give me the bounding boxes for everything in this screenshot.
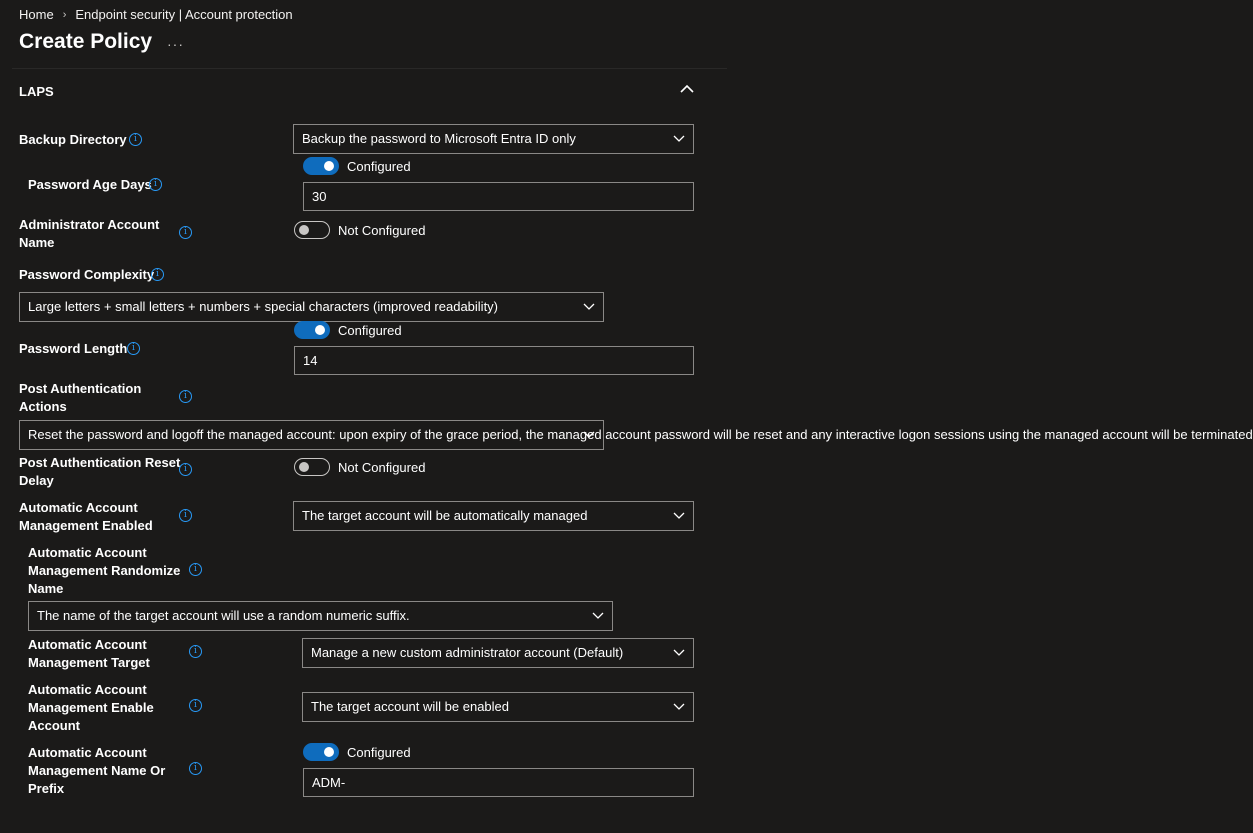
backup-directory-select[interactable] [293, 124, 694, 154]
chevron-down-icon [673, 125, 685, 153]
post-authentication-actions-value: Reset the password and logoff the managed account: upon expiry of the grace period, the managed account password will be reset and any interactive logon sessions using the managed account will be terminated [28, 427, 1253, 442]
label-line: Name [28, 581, 64, 596]
password-age-days-label: Password Age Days [28, 177, 152, 192]
info-icon[interactable]: i [151, 268, 164, 281]
info-icon[interactable]: i [179, 226, 192, 239]
password-complexity-select[interactable] [19, 292, 604, 322]
toggle-switch[interactable] [294, 221, 330, 239]
automatic-account-management-name-prefix-input[interactable]: ADM- [303, 768, 694, 797]
toggle-label: Not Configured [338, 459, 426, 475]
more-options-icon[interactable]: ··· [167, 36, 184, 52]
label-line: Management Target [28, 655, 150, 670]
post-authentication-actions-select[interactable] [19, 420, 1253, 450]
automatic-account-management-enabled-label [19, 499, 153, 535]
administrator-account-name-label [19, 216, 159, 252]
toggle-label: Configured [347, 158, 411, 174]
info-icon[interactable]: i [189, 563, 202, 576]
automatic-account-management-target-value: Manage a new custom administrator account (Default) [311, 645, 624, 660]
automatic-account-management-enable-account-value: The target account will be enabled [311, 699, 510, 714]
breadcrumb-separator-icon: › [62, 8, 67, 21]
info-icon[interactable]: i [149, 178, 162, 191]
toggle-label: Configured [338, 322, 402, 338]
section-divider [12, 68, 727, 69]
toggle-label: Not Configured [338, 222, 426, 238]
automatic-account-management-name-prefix-label [28, 744, 165, 798]
label-line: Account [28, 718, 80, 733]
label-line: Post Authentication Reset [19, 455, 181, 470]
section-title-laps: LAPS [19, 84, 54, 99]
automatic-account-management-randomize-name-value: The name of the target account will use a random numeric suffix. [37, 608, 410, 623]
password-length-toggle[interactable] [294, 321, 402, 339]
automatic-account-management-target-select[interactable] [302, 638, 694, 668]
administrator-account-name-toggle[interactable] [294, 221, 425, 239]
label-line: Automatic Account [28, 545, 147, 560]
info-icon[interactable]: i [179, 390, 192, 403]
toggle-switch[interactable] [294, 321, 330, 339]
info-icon[interactable]: i [189, 762, 202, 775]
automatic-account-management-randomize-name-label [28, 544, 180, 598]
password-age-days-input[interactable]: 30 [303, 182, 694, 211]
backup-directory-value: Backup the password to Microsoft Entra ID only [302, 131, 576, 146]
chevron-down-icon [583, 421, 595, 449]
chevron-down-icon [673, 502, 685, 530]
label-line: Management Randomize [28, 563, 181, 578]
automatic-account-management-enabled-value: The target account will be automatically managed [302, 508, 588, 523]
password-length-label: Password Length [19, 341, 128, 356]
toggle-switch[interactable] [303, 743, 339, 761]
post-authentication-reset-delay-label [19, 454, 180, 490]
info-icon[interactable]: i [189, 645, 202, 658]
label-line: Management Enabled [19, 518, 153, 533]
breadcrumb-home[interactable]: Home [19, 7, 54, 22]
label-line: Management Enable [28, 700, 154, 715]
password-complexity-value: Large letters + small letters + numbers + special characters (improved readability) [28, 299, 499, 314]
chevron-up-icon[interactable] [678, 82, 696, 96]
post-authentication-actions-label [19, 380, 141, 416]
label-line: Delay [19, 473, 54, 488]
toggle-switch[interactable] [303, 157, 339, 175]
label-line: Actions [19, 399, 67, 414]
label-line: Automatic Account [19, 500, 138, 515]
breadcrumb-current[interactable]: Endpoint security | Account protection [75, 7, 293, 22]
breadcrumb [19, 7, 293, 22]
info-icon[interactable]: i [127, 342, 140, 355]
automatic-account-management-enable-account-label [28, 681, 154, 735]
automatic-account-management-target-label [28, 636, 150, 672]
automatic-account-management-name-prefix-toggle[interactable] [303, 743, 411, 761]
label-line: Automatic Account [28, 745, 147, 760]
automatic-account-management-enable-account-select[interactable] [302, 692, 694, 722]
label-line: Automatic Account [28, 682, 147, 697]
page-title: Create Policy [19, 30, 153, 53]
chevron-down-icon [583, 293, 595, 321]
info-icon[interactable]: i [179, 463, 192, 476]
backup-directory-label: Backup Directory [19, 132, 127, 147]
info-icon[interactable]: i [129, 133, 142, 146]
label-line: Automatic Account [28, 637, 147, 652]
label-line: Post Authentication [19, 381, 142, 396]
password-complexity-label: Password Complexity [19, 267, 155, 282]
post-authentication-reset-delay-toggle[interactable] [294, 458, 425, 476]
chevron-down-icon [592, 602, 604, 630]
chevron-down-icon [673, 639, 685, 667]
label-line: Prefix [28, 781, 65, 796]
label-line: Management Name Or [28, 763, 166, 778]
password-age-days-toggle[interactable] [303, 157, 411, 175]
label-line: Administrator Account [19, 217, 160, 232]
chevron-down-icon [673, 693, 685, 721]
toggle-switch[interactable] [294, 458, 330, 476]
automatic-account-management-enabled-select[interactable] [293, 501, 694, 531]
password-length-input[interactable]: 14 [294, 346, 694, 375]
info-icon[interactable]: i [179, 509, 192, 522]
automatic-account-management-randomize-name-select[interactable] [28, 601, 613, 631]
label-line: Name [19, 235, 55, 250]
info-icon[interactable]: i [189, 699, 202, 712]
toggle-label: Configured [347, 744, 411, 760]
